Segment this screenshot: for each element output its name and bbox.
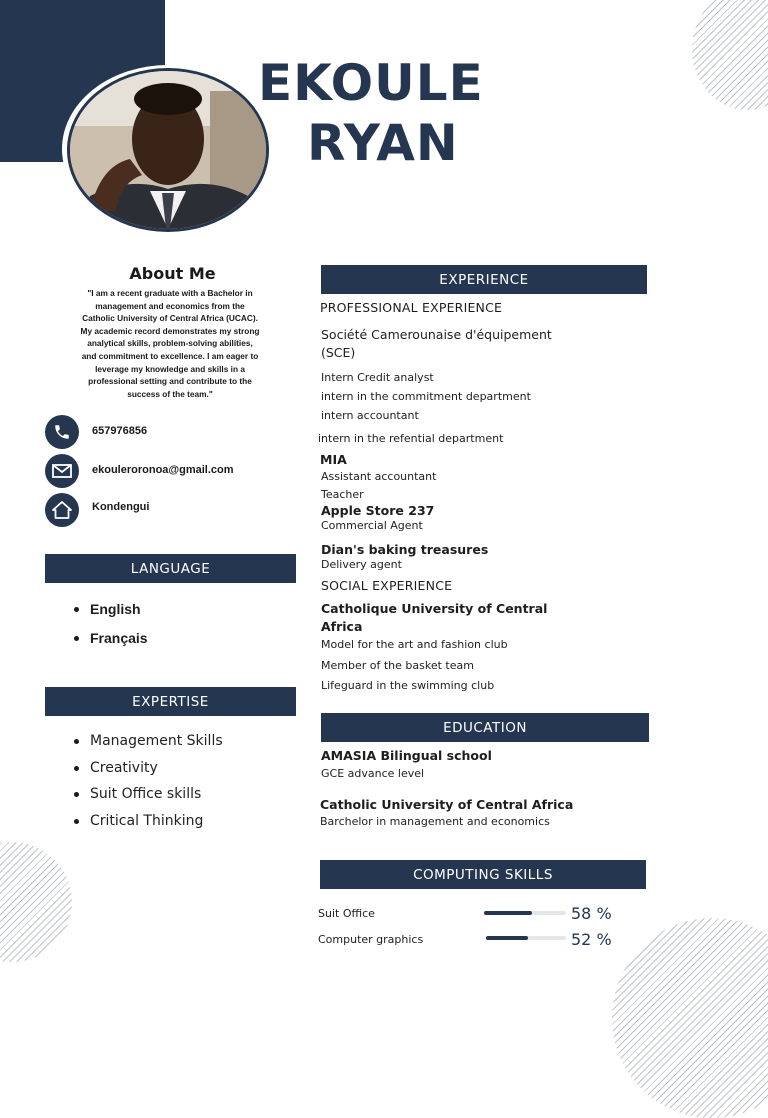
company-name-cont: (SCE) xyxy=(321,345,356,360)
experience-heading: EXPERIENCE xyxy=(321,265,647,294)
list-item: Management Skills xyxy=(72,732,223,759)
job-role: intern accountant xyxy=(321,409,419,422)
company-name: MIA xyxy=(320,452,347,467)
professional-experience-heading: PROFESSIONAL EXPERIENCE xyxy=(320,300,503,315)
profile-photo xyxy=(67,68,269,232)
last-name: RYAN xyxy=(307,114,459,172)
skill-name: Computer graphics xyxy=(318,933,424,946)
skill-percent: 58 % xyxy=(571,904,612,923)
hatched-circle-left xyxy=(0,842,72,962)
about-title: About Me xyxy=(129,264,216,283)
email-address[interactable]: ekouleroronoa@gmail.com xyxy=(92,464,234,476)
language-heading: LANGUAGE xyxy=(45,554,296,583)
hatched-circle-top-right xyxy=(692,0,768,110)
mail-icon xyxy=(45,454,79,488)
education-heading: EDUCATION xyxy=(321,713,649,742)
skill-percent: 52 % xyxy=(571,930,612,949)
list-item: Critical Thinking xyxy=(72,812,223,839)
school-name: AMASIA Bilingual school xyxy=(321,748,492,763)
list-item: English xyxy=(72,600,148,629)
phone-number[interactable]: 657976856 xyxy=(92,425,148,437)
job-role: Commercial Agent xyxy=(321,519,423,532)
organization-name: Catholique University of Central xyxy=(321,601,548,616)
first-name: EKOULE xyxy=(258,54,484,112)
job-role: intern in the refential department xyxy=(318,432,504,445)
list-item: Français xyxy=(72,629,148,658)
hatched-circle-bottom-right xyxy=(612,918,768,1118)
home-address: Kondengui xyxy=(92,501,150,513)
skill-bar xyxy=(486,936,566,940)
company-name: Apple Store 237 xyxy=(321,503,435,518)
home-icon xyxy=(45,493,79,527)
skill-bar-fill xyxy=(486,936,528,940)
club-role: Model for the art and fashion club xyxy=(321,638,508,651)
job-role: intern in the commitment department xyxy=(321,390,531,403)
skill-name: Suit Office xyxy=(318,907,375,920)
social-experience-heading: SOCIAL EXPERIENCE xyxy=(321,578,453,593)
degree: Barchelor in management and economics xyxy=(320,815,550,828)
school-name: Catholic University of Central Africa xyxy=(320,797,574,812)
language-list xyxy=(72,600,148,658)
expertise-list xyxy=(72,732,223,838)
club-role: Member of the basket team xyxy=(321,659,474,672)
company-name: Société Camerounaise d'équipement xyxy=(321,327,552,342)
skill-bar xyxy=(484,911,566,915)
degree: GCE advance level xyxy=(321,767,425,780)
job-role: Teacher xyxy=(321,488,364,501)
about-text: "I am a recent graduate with a Bachelor in management and economics from the Catholic University of Central Africa (UCAC). My academic record demonstrates my strong analytical skills, problem-solving abilities, and commitment to excellence. I am eager to leverage my knowledge and skills in a professional setting and contribute to the success of the team." xyxy=(80,288,260,399)
company-name: Dian's baking treasures xyxy=(321,542,489,557)
club-role: Lifeguard in the swimming club xyxy=(321,679,495,692)
organization-name-cont: Africa xyxy=(321,619,363,634)
list-item: Suit Office skills xyxy=(72,785,223,812)
phone-icon xyxy=(45,415,79,449)
job-role: Intern Credit analyst xyxy=(321,371,434,384)
job-role: Delivery agent xyxy=(321,558,402,571)
computing-skills-heading: COMPUTING SKILLS xyxy=(320,860,646,889)
expertise-heading: EXPERTISE xyxy=(45,687,296,716)
skill-bar-fill xyxy=(484,911,532,915)
job-role: Assistant accountant xyxy=(321,470,437,483)
list-item: Creativity xyxy=(72,759,223,786)
